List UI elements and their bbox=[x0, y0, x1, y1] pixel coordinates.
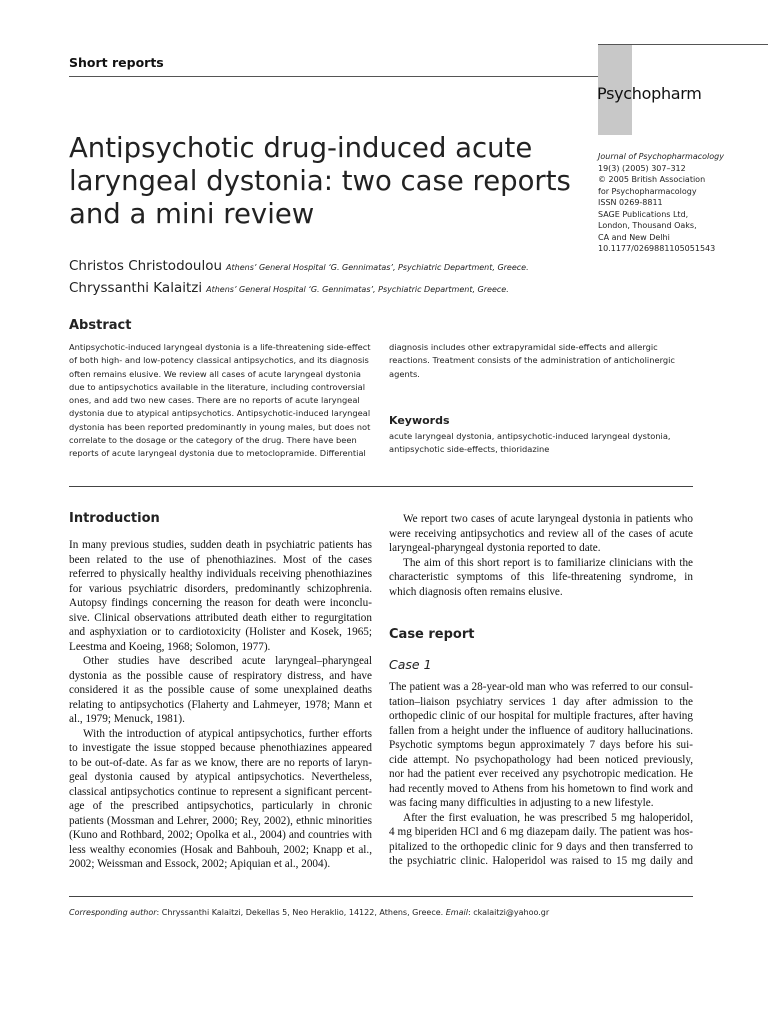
body-line: had recently moved to Athens from his hometown to find work and bbox=[389, 782, 693, 795]
abstract-line: agents. bbox=[389, 368, 420, 379]
body-line: referred to physically healthy individuals receiving phenothiazines bbox=[69, 568, 372, 580]
intro-continued bbox=[389, 512, 693, 599]
abstract-line: often remains elusive. We review all cases of acute laryngeal dystonia bbox=[69, 368, 361, 379]
body-line: classical antipsychotics continue to represent a significant percent- bbox=[69, 785, 372, 798]
journal-metadata bbox=[598, 151, 763, 255]
body-line: fallen from a height under the influence of auditory hallucinations. bbox=[389, 724, 693, 737]
keywords-heading: Keywords bbox=[389, 414, 450, 427]
abstract-right bbox=[389, 341, 689, 381]
body-line: age of the prescribed antipsychotics, particularly in chronic bbox=[69, 800, 372, 812]
corresponding-author bbox=[69, 908, 549, 917]
keywords-list bbox=[389, 430, 689, 457]
body-line: We report two cases of acute laryngeal dystonia in patients who bbox=[403, 513, 693, 525]
body-line: 4 mg biperiden HCl and 6 mg diazepam daily. The patient was hos- bbox=[389, 826, 693, 838]
body-line: for various psychiatric disorders, predominantly schizophrenia. bbox=[69, 582, 372, 595]
body-line: sive. Clinical observations attributed death either to regurgitation bbox=[69, 611, 372, 624]
footer-email-label: Email bbox=[445, 908, 468, 917]
journal-logo: Psychopharm bbox=[597, 84, 702, 103]
footer-label: Corresponding author bbox=[69, 908, 157, 917]
meta-line: Journal of Psychopharmacology bbox=[598, 152, 724, 161]
abstract-line: reactions. Treatment consists of the administration of anticholinergic bbox=[389, 355, 675, 366]
case-report-heading: Case report bbox=[389, 627, 475, 642]
body-line: pitalized to the orthopedic clinic for 9 days and then transferred to bbox=[389, 840, 693, 853]
body-line: been related to the use of phenothiazines. Most of the cases bbox=[69, 553, 372, 566]
author-affiliation: Athens’ General Hospital ‘G. Gennimatas’, Psychiatric Department, Greece. bbox=[206, 285, 509, 294]
body-line: nor had the patient ever received any psychotropic medication. He bbox=[389, 768, 693, 780]
meta-line: CA and New Delhi bbox=[598, 232, 670, 242]
abstract-heading: Abstract bbox=[69, 318, 132, 333]
body-line: patients (Mossman and Lehrer, 2000; Rey, 2002), ethnic minorities bbox=[69, 814, 372, 827]
footer-email[interactable]: : ckalaitzi@yahoo.gr bbox=[467, 908, 550, 917]
keywords-line: antipsychotic side-effects, thioridazine bbox=[389, 444, 550, 455]
body-line: relating to antipsychotics (Flaherty and Lahmeyer, 1978; Mann et bbox=[69, 698, 372, 711]
case-1-body bbox=[389, 680, 693, 869]
introduction-body bbox=[69, 538, 372, 872]
body-line: which diagnosis often remains elusive. bbox=[389, 585, 563, 598]
abstract-line: Antipsychotic-induced laryngeal dystonia is a life-threatening side-effect bbox=[69, 342, 371, 352]
meta-line: London, Thousand Oaks, bbox=[598, 221, 697, 230]
meta-line: SAGE Publications Ltd, bbox=[598, 209, 689, 219]
body-line: The patient was a 28-year-old man who was referred to our consul- bbox=[389, 681, 693, 693]
body-line: geal dystonia caused by atypical antipsychotics. Nevertheless, bbox=[69, 771, 372, 783]
body-line: The aim of this short report is to familiarize clinicians with the bbox=[403, 556, 693, 569]
keywords-line: acute laryngeal dystonia, antipsychotic-induced laryngeal dystonia, bbox=[389, 431, 671, 441]
body-line: Other studies have described acute laryngeal–pharyngeal bbox=[83, 655, 372, 667]
footer-rule bbox=[69, 896, 693, 897]
body-line: less wealthy economies (Hosak and Bahbouh, 2002; Knapp et al., bbox=[69, 843, 372, 856]
body-line: 2002; Weissman and Essock, 2002; Apiquian et al., 2004). bbox=[69, 858, 331, 870]
abstract-line: of both high- and low-potency classical antipsychotics, and its diagnosis bbox=[69, 355, 369, 366]
body-line: al., 1979; Menuck, 1981). bbox=[69, 713, 185, 725]
body-line: After the first evaluation, he was prescribed 5 mg haloperidol, bbox=[403, 811, 693, 824]
author-affiliation: Athens’ General Hospital ‘G. Gennimatas’, Psychiatric Department, Greece. bbox=[226, 263, 529, 272]
body-line: tation–liaison psychiatry services 1 day after admission to the bbox=[389, 695, 693, 708]
author-name: Chryssanthi Kalaitzi bbox=[69, 280, 203, 296]
meta-line: ISSN 0269-8811 bbox=[598, 198, 663, 207]
abstract-line: reports of acute laryngeal dystonia due to metoclopramide. Differential bbox=[69, 448, 366, 459]
abstract-line: diagnosis includes other extrapyramidal side-effects and allergic bbox=[389, 342, 658, 352]
body-line: With the introduction of atypical antipsychotics, further efforts bbox=[83, 727, 372, 740]
body-line: was facing many difficulties in adjusting to a new lifestyle. bbox=[389, 797, 654, 809]
body-line: dystonia as the possible cause of respiratory distress, and have bbox=[69, 669, 372, 682]
author-1 bbox=[69, 255, 529, 274]
abstract-line: dystonia has been reported predominantly in young males, but does not bbox=[69, 421, 371, 432]
meta-line: © 2005 British Association bbox=[598, 175, 706, 184]
body-line: to investigate the issue stopped because phenothiazines appeared bbox=[69, 742, 372, 754]
body-line: characteristic symptoms of this life-threatening syndrome, in bbox=[389, 571, 693, 583]
body-line: and asphyxiation or to cardiotoxicity (Holister and Kosek, 1965; bbox=[69, 626, 372, 638]
title-line: Antipsychotic drug-induced acute bbox=[69, 132, 533, 164]
abstract-line: correlate to the dosage or the category of the drug. There have been bbox=[69, 435, 357, 446]
case-1-heading: Case 1 bbox=[389, 657, 432, 672]
meta-line: for Psychopharmacology bbox=[598, 186, 697, 196]
author-2 bbox=[69, 277, 509, 296]
footer-address: : Chryssanthi Kalaitzi, Dekellas 5, Neo Heraklio, 14122, Athens, Greece. bbox=[156, 908, 446, 917]
body-line: In many previous studies, sudden death in psychiatric patients has bbox=[69, 539, 372, 551]
abstract-left bbox=[69, 341, 369, 461]
body-line: cide attempt. No psychopathology had been noticed previously, bbox=[389, 753, 693, 766]
title-line: laryngeal dystonia: two case reports bbox=[69, 165, 571, 197]
body-line: considered it as the possible cause of some unexplained deaths bbox=[69, 684, 372, 696]
body-line: to be out-of-date. As far as we know, there are no reports of laryn- bbox=[69, 756, 372, 769]
abstract-line: ones, and add two new cases. There are no reports of acute laryngeal bbox=[69, 395, 360, 406]
body-line: (Kuno and Rothbard, 2002; Opolka et al., 2004) and countries with bbox=[69, 829, 372, 841]
body-line: Leestma and Koeing, 1968; Solomon, 1977). bbox=[69, 640, 271, 653]
title-line: and a mini review bbox=[69, 198, 315, 230]
body-line: Autopsy findings concerning the reason for death were inconclu- bbox=[69, 597, 372, 609]
abstract-line: due to antipsychotics available in the literature, including controversial bbox=[69, 381, 366, 392]
section-divider bbox=[69, 486, 693, 487]
abstract-line: dystonia due to atypical antipsychotics. Antipsychotic-induced laryngeal bbox=[69, 408, 371, 419]
meta-line: 10.1177/0269881105051543 bbox=[598, 244, 716, 253]
meta-line: 19(3) (2005) 307–312 bbox=[598, 163, 686, 173]
body-line: laryngeal-pharyngeal dystonia reported to date. bbox=[389, 542, 601, 554]
author-name: Christos Christodoulou bbox=[69, 258, 223, 274]
body-line: orthopedic clinic of our hospital for multiple fractures, after having bbox=[389, 710, 693, 722]
body-line: Psychotic symptoms begun approximately 7 days before his sui- bbox=[389, 739, 693, 751]
body-line: the psychiatric clinic. Haloperidol was raised to 15 mg daily and bbox=[389, 855, 693, 867]
body-line: were receiving antipsychotics and review all of the cases of acute bbox=[389, 527, 693, 540]
header-rule bbox=[69, 76, 599, 77]
section-label: Short reports bbox=[69, 55, 164, 70]
introduction-heading: Introduction bbox=[69, 511, 160, 526]
article-title bbox=[69, 132, 569, 231]
